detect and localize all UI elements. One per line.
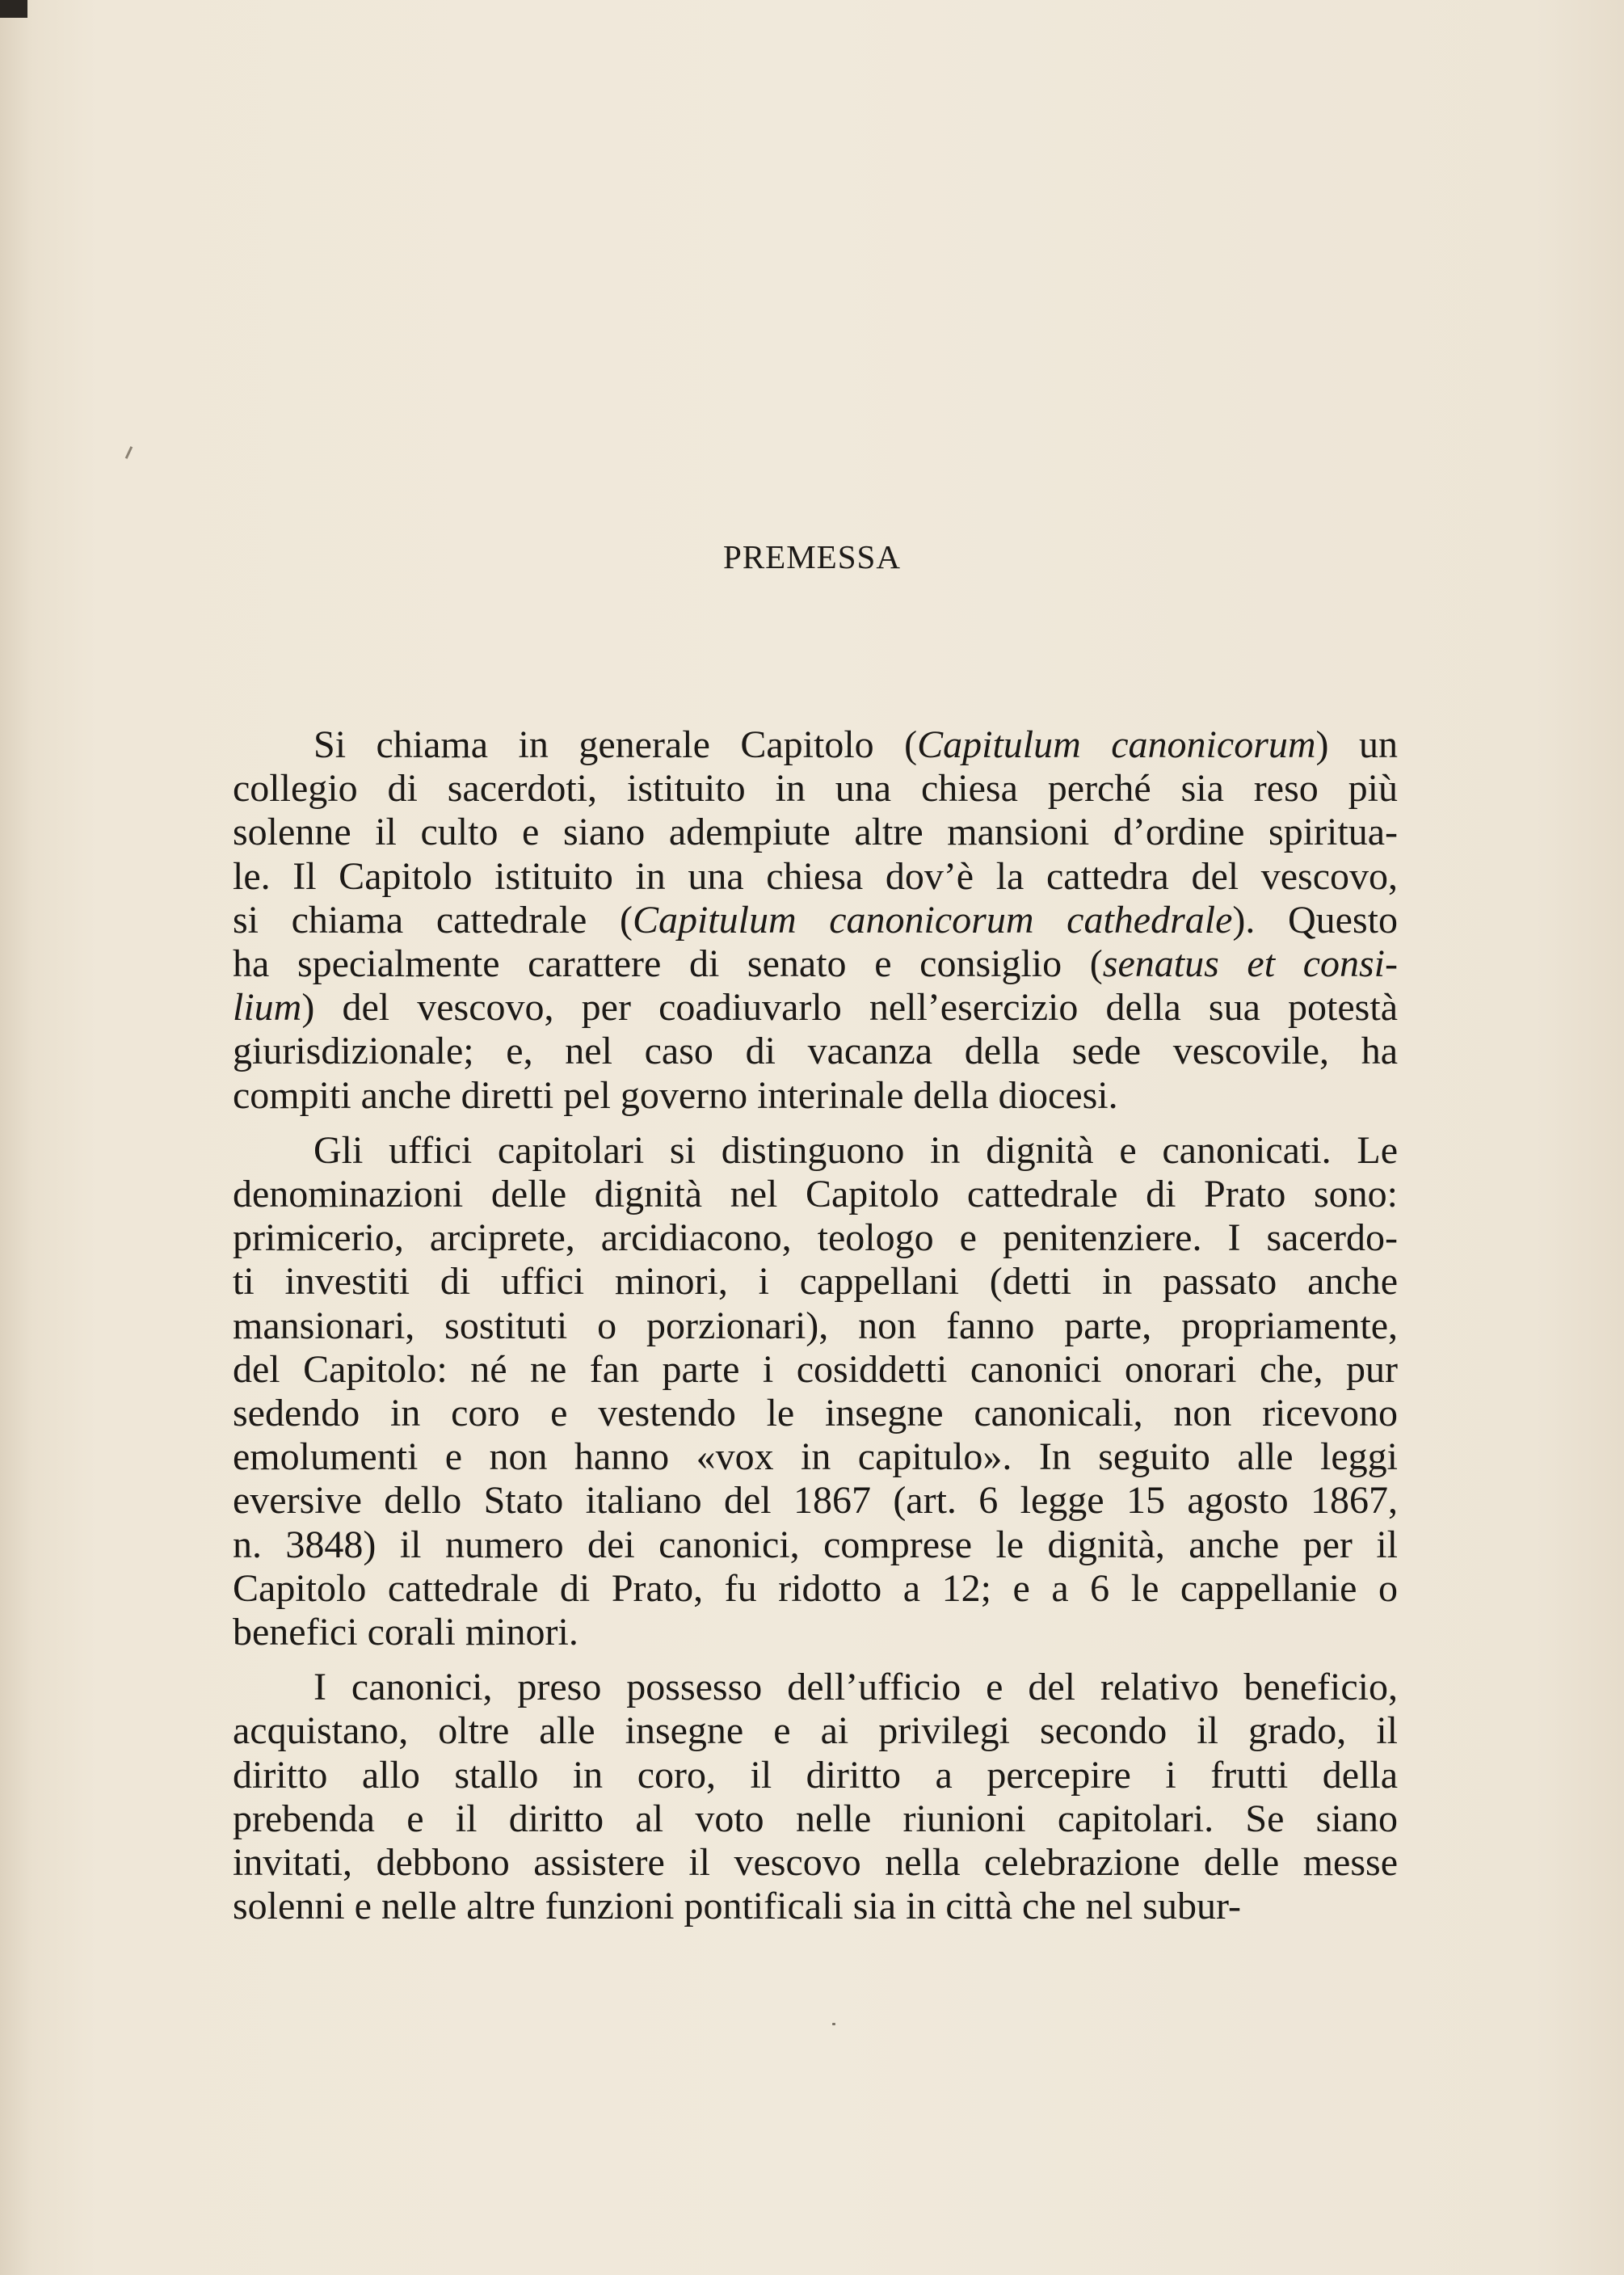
- pencil-mark: [125, 446, 133, 459]
- text-line: [233, 1216, 1398, 1260]
- text-line: [233, 1129, 1398, 1173]
- text-run: giurisdizionale; e, nel caso di vacanza della sede vescovile, ha: [233, 1030, 1398, 1073]
- text-line: [233, 1797, 1398, 1841]
- text-run: del Capitolo: né ne fan parte i cosiddetti canonici onorari che, pur: [233, 1347, 1398, 1391]
- text-line: [233, 942, 1398, 986]
- text-line: [233, 899, 1398, 942]
- text-run: denominazioni delle dignità nel Capitolo cattedrale di Prato sono:: [233, 1173, 1398, 1216]
- italic-text: lium: [233, 986, 302, 1030]
- text-line: [233, 1435, 1398, 1479]
- paper-speck: [832, 2023, 835, 2025]
- text-line: [233, 1523, 1398, 1567]
- text-run: ) del vescovo, per coadiuvarlo nell’esercizio della sua potestà: [301, 986, 1398, 1030]
- paragraph: [233, 1666, 1398, 1928]
- text-run: acquistano, oltre alle insegne e ai privilegi secondo il grado, il: [233, 1709, 1398, 1753]
- text-run: compiti anche diretti pel governo interinale della diocesi.: [233, 1073, 1118, 1117]
- text-line: [233, 1567, 1398, 1611]
- text-run: prebenda e il diritto al voto nelle riunioni capitolari. Se siano: [233, 1797, 1398, 1840]
- text-line: [233, 986, 1398, 1030]
- text-run: eversive dello Stato italiano del 1867 (art. 6 legge 15 agosto 1867,: [233, 1479, 1398, 1523]
- text-run: mansionari, sostituti o porzionari), non fanno parte, propriamente,: [233, 1304, 1398, 1347]
- text-run: le. Il Capitolo istituito in una chiesa dov’è la cattedra del vescovo,: [233, 854, 1398, 898]
- scan-corner-mark: [0, 0, 27, 18]
- text-run: si chiama cattedrale (: [233, 898, 633, 942]
- text-run: emolumenti e non hanno «vox in capitulo». In seguito alle leggi: [233, 1435, 1398, 1479]
- text-line: [233, 1074, 1398, 1118]
- text-line: [233, 1030, 1398, 1073]
- text-line: [233, 723, 1398, 767]
- text-run: solenne il culto e siano adempiute altre mansioni d’ordine spiritua-: [233, 811, 1398, 854]
- bleed-through-text: [230, 291, 1394, 338]
- text-line: [233, 1841, 1398, 1885]
- text-run: ) un: [1315, 723, 1398, 766]
- bleed-through-header: [517, 212, 1390, 234]
- text-run: I canonici, preso possesso dell’ufficio e del relativo beneficio,: [313, 1666, 1398, 1709]
- text-run: primicerio, arciprete, arcidiacono, teologo e penitenziere. I sacerdo-: [233, 1216, 1398, 1260]
- text-run: ). Questo: [1232, 898, 1398, 942]
- text-line: [233, 1260, 1398, 1304]
- paragraph: [233, 723, 1398, 1118]
- text-line: [233, 1304, 1398, 1348]
- text-line: [233, 1709, 1398, 1753]
- text-line: [233, 1885, 1398, 1928]
- text-line: [233, 1392, 1398, 1435]
- body-text: [233, 723, 1398, 1928]
- text-line: [233, 1479, 1398, 1523]
- text-line: [233, 1173, 1398, 1216]
- page-title: PREMESSA: [723, 538, 901, 575]
- text-run: Si chiama in generale Capitolo (: [313, 723, 918, 766]
- italic-text: senatus et consi-: [1102, 942, 1398, 986]
- text-line: [233, 1754, 1398, 1797]
- text-line: [233, 767, 1398, 811]
- text-line: [233, 1666, 1398, 1709]
- text-run: diritto allo stallo in coro, il diritto a percepire i frutti della: [233, 1753, 1398, 1797]
- text-run: n. 3848) il numero dei canonici, comprese le dignità, anche per il: [233, 1523, 1398, 1566]
- text-run: ha specialmente carattere di senato e consiglio (: [233, 942, 1103, 986]
- text-line: [233, 1611, 1398, 1654]
- text-run: collegio di sacerdoti, istituito in una chiesa perché sia reso più: [233, 767, 1398, 811]
- text-line: [233, 1348, 1398, 1392]
- text-run: sedendo in coro e vestendo le insegne canonicali, non ricevono: [233, 1392, 1398, 1435]
- text-line: [233, 811, 1398, 854]
- text-run: ti investiti di uffici minori, i cappellani (detti in passato anche: [233, 1260, 1398, 1304]
- text-line: [233, 855, 1398, 899]
- paragraph: [233, 1129, 1398, 1654]
- text-run: solenni e nelle altre funzioni pontificali sia in città che nel subur-: [233, 1885, 1241, 1928]
- text-run: Capitolo cattedrale di Prato, fu ridotto a 12; e a 6 le cappellanie o: [233, 1566, 1398, 1610]
- italic-text: Capitulum canonicorum cathedrale: [632, 898, 1233, 942]
- italic-text: Capitulum canonicorum: [917, 723, 1316, 766]
- text-run: invitati, debbono assistere il vescovo nella celebrazione delle messe: [233, 1841, 1398, 1885]
- text-run: Gli uffici capitolari si distinguono in dignità e canonicati. Le: [313, 1128, 1398, 1172]
- text-run: benefici corali minori.: [233, 1611, 578, 1654]
